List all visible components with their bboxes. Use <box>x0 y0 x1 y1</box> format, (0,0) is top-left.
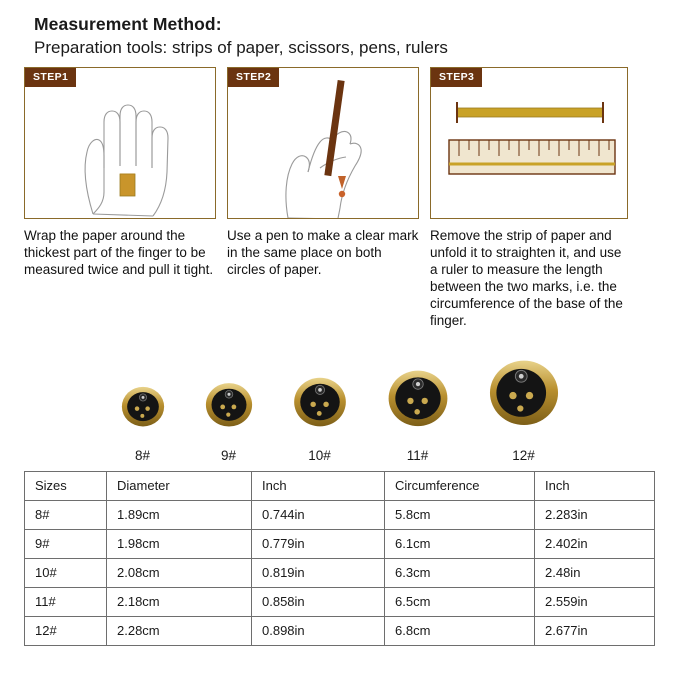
table-cell: 1.98cm <box>107 530 252 559</box>
table-cell: 2.08cm <box>107 559 252 588</box>
table-row <box>25 588 655 617</box>
smart-ring-icon <box>282 361 358 437</box>
table-cell: 6.8cm <box>385 617 535 646</box>
table-cell: 0.858in <box>252 588 385 617</box>
table-cell: 0.898in <box>252 617 385 646</box>
table-row <box>25 559 655 588</box>
table-cell: 5.8cm <box>385 501 535 530</box>
table-cell: 6.5cm <box>385 588 535 617</box>
table-header-row <box>25 472 655 501</box>
ring-label: 10# <box>308 448 331 463</box>
step-2 <box>227 67 419 278</box>
ring-item <box>194 367 264 463</box>
table-header-cell: Circumference <box>385 472 535 501</box>
table-cell: 1.89cm <box>107 501 252 530</box>
ring-item <box>478 345 570 463</box>
step-2-caption: Use a pen to make a clear mark in the same place on both circles of paper. <box>227 228 419 277</box>
table-cell: 2.559in <box>535 588 655 617</box>
hand-with-paper-strip-icon <box>25 68 216 219</box>
step-3-badge: STEP3 <box>431 68 482 87</box>
step-1-badge: STEP1 <box>25 68 76 87</box>
table-header-cell: Inch <box>535 472 655 501</box>
table-header-cell: Sizes <box>25 472 107 501</box>
table-cell: 2.677in <box>535 617 655 646</box>
smart-ring-icon <box>194 367 264 437</box>
step-1-figure <box>24 67 216 219</box>
table-cell: 0.744in <box>252 501 385 530</box>
table-row <box>25 617 655 646</box>
table-cell: 8# <box>25 501 107 530</box>
ring-label: 9# <box>220 448 237 463</box>
step-3 <box>430 67 628 329</box>
table-cell: 2.402in <box>535 530 655 559</box>
table-cell: 6.1cm <box>385 530 535 559</box>
table-row <box>25 530 655 559</box>
smart-ring-icon <box>110 371 176 437</box>
table-cell: 2.48in <box>535 559 655 588</box>
table-cell: 9# <box>25 530 107 559</box>
table-row <box>25 501 655 530</box>
smart-ring-icon <box>376 353 460 437</box>
ring-label: 11# <box>406 448 429 463</box>
step-2-figure <box>227 67 419 219</box>
smart-ring-icon <box>478 345 570 437</box>
page-subtitle: Preparation tools: strips of paper, scissors, pens, rulers <box>34 38 448 57</box>
table-cell: 0.779in <box>252 530 385 559</box>
table-cell: 11# <box>25 588 107 617</box>
ring-label: 12# <box>512 448 535 463</box>
ring-size-table <box>24 471 655 646</box>
step-3-caption: Remove the strip of paper and unfold it to straighten it, and use a ruler to measure the length between the two marks, i.e. the circumference of the base of the finger. <box>430 228 623 328</box>
ring-size-row <box>24 345 655 463</box>
ring-item <box>282 361 358 463</box>
table-cell: 6.3cm <box>385 559 535 588</box>
hand-with-pen-marking-icon <box>228 68 419 219</box>
table-cell: 10# <box>25 559 107 588</box>
step-3-figure <box>430 67 628 219</box>
ring-label: 8# <box>134 448 151 463</box>
table-cell: 2.283in <box>535 501 655 530</box>
step-2-badge: STEP2 <box>228 68 279 87</box>
table-cell: 2.18cm <box>107 588 252 617</box>
page-title: Measurement Method: <box>34 14 222 34</box>
step-1 <box>24 67 216 278</box>
ring-item <box>110 371 176 463</box>
table-cell: 12# <box>25 617 107 646</box>
table-cell: 2.28cm <box>107 617 252 646</box>
steps-row <box>24 67 655 329</box>
ring-item <box>376 353 460 463</box>
table-cell: 0.819in <box>252 559 385 588</box>
ruler-measuring-strip-icon <box>431 68 628 219</box>
table-header-cell: Diameter <box>107 472 252 501</box>
table-header-cell: Inch <box>252 472 385 501</box>
step-1-caption: Wrap the paper around the thickest part of the finger to be measured twice and pull it tight. <box>24 228 214 277</box>
